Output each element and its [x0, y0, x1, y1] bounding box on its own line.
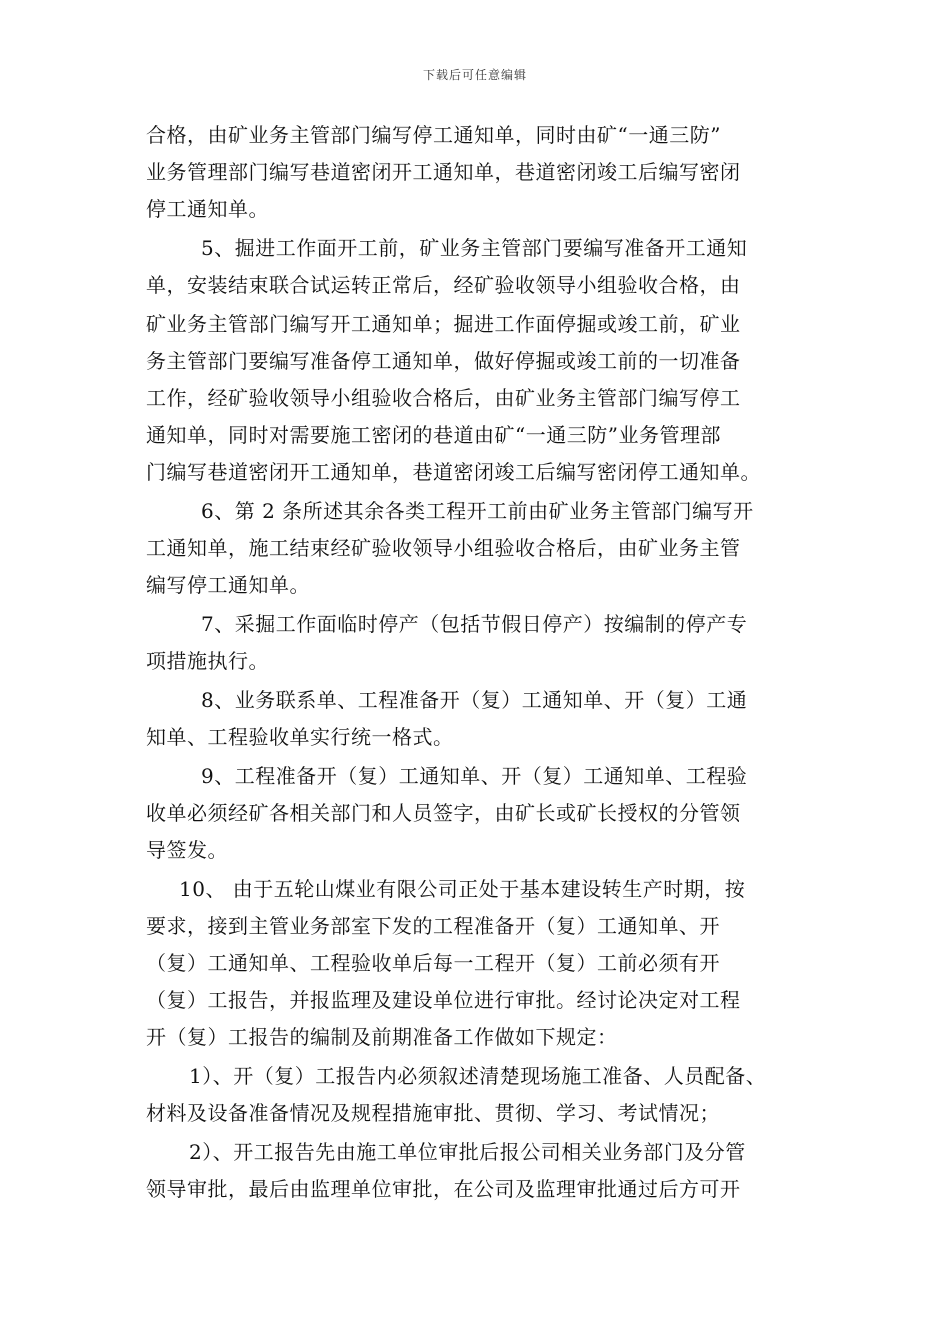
text-line: 编写停工通知单。	[146, 573, 310, 597]
text-line: 材料及设备准备情况及规程措施审批、贯彻、学习、考试情况；	[146, 1101, 720, 1125]
text-line: 单，安装结束联合试运转正常后，经矿验收领导小组验收合格，由	[146, 273, 741, 297]
text-line: 项措施执行。	[146, 649, 269, 673]
text-line: （复）工通知单、工程验收单后每一工程开（复）工前必须有开	[146, 951, 720, 975]
text-line: 工通知单，施工结束经矿验收领导小组验收合格后，由矿业务主管	[146, 536, 741, 560]
text-line: 业务管理部门编写巷道密闭开工通知单，巷道密闭竣工后编写密闭	[146, 160, 741, 184]
text-line: （复）工报告，并报监理及建设单位进行审批。经讨论决定对工程	[146, 988, 741, 1012]
page-header: 下载后可任意编辑	[422, 68, 527, 82]
text-line: 通知单，同时对需要施工密闭的巷道由矿“一通三防”业务管理部	[146, 423, 721, 447]
text-line: 停工通知单。	[146, 197, 269, 221]
text-line: 2）、开工报告先由施工单位审批后报公司相关业务部门及分管	[189, 1140, 746, 1164]
text-line: 10、 由于五轮山煤业有限公司正处于基本建设转生产时期，按	[179, 877, 746, 901]
text-line: 收单必须经矿各相关部门和人员签字，由矿长或矿长授权的分管领	[146, 801, 741, 825]
text-line: 5、掘进工作面开工前，矿业务主管部门要编写准备开工通知	[201, 236, 748, 260]
text-line: 9、工程准备开（复）工通知单、开（复）工通知单、工程验	[201, 764, 748, 788]
text-line: 知单、工程验收单实行统一格式。	[146, 725, 454, 749]
text-line: 门编写巷道密闭开工通知单，巷道密闭竣工后编写密闭停工通知单。	[146, 460, 761, 484]
text-line: 开（复）工报告的编制及前期准备工作做如下规定：	[146, 1025, 618, 1049]
text-line: 务主管部门要编写准备停工通知单，做好停掘或竣工前的一切准备	[146, 349, 741, 373]
text-line: 1）、开（复）工报告内必须叙述清楚现场施工准备、人员配备、	[189, 1064, 767, 1088]
text-line: 7、采掘工作面临时停产（包括节假日停产）按编制的停产专	[201, 612, 748, 636]
text-line: 6、第 2 条所述其余各类工程开工前由矿业务主管部门编写开	[201, 499, 754, 523]
text-line: 工作，经矿验收领导小组验收合格后，由矿业务主管部门编写停工	[146, 386, 741, 410]
text-line: 领导审批，最后由监理单位审批，在公司及监理审批通过后方可开	[146, 1177, 741, 1201]
text-line: 合格，由矿业务主管部门编写停工通知单，同时由矿“一通三防”	[146, 123, 721, 147]
text-line: 矿业务主管部门编写开工通知单；掘进工作面停掘或竣工前，矿业	[146, 312, 741, 336]
text-line: 8、业务联系单、工程准备开（复）工通知单、开（复）工通	[201, 688, 748, 712]
text-line: 要求，接到主管业务部室下发的工程准备开（复）工通知单、开	[146, 914, 720, 938]
text-line: 导签发。	[146, 838, 228, 862]
